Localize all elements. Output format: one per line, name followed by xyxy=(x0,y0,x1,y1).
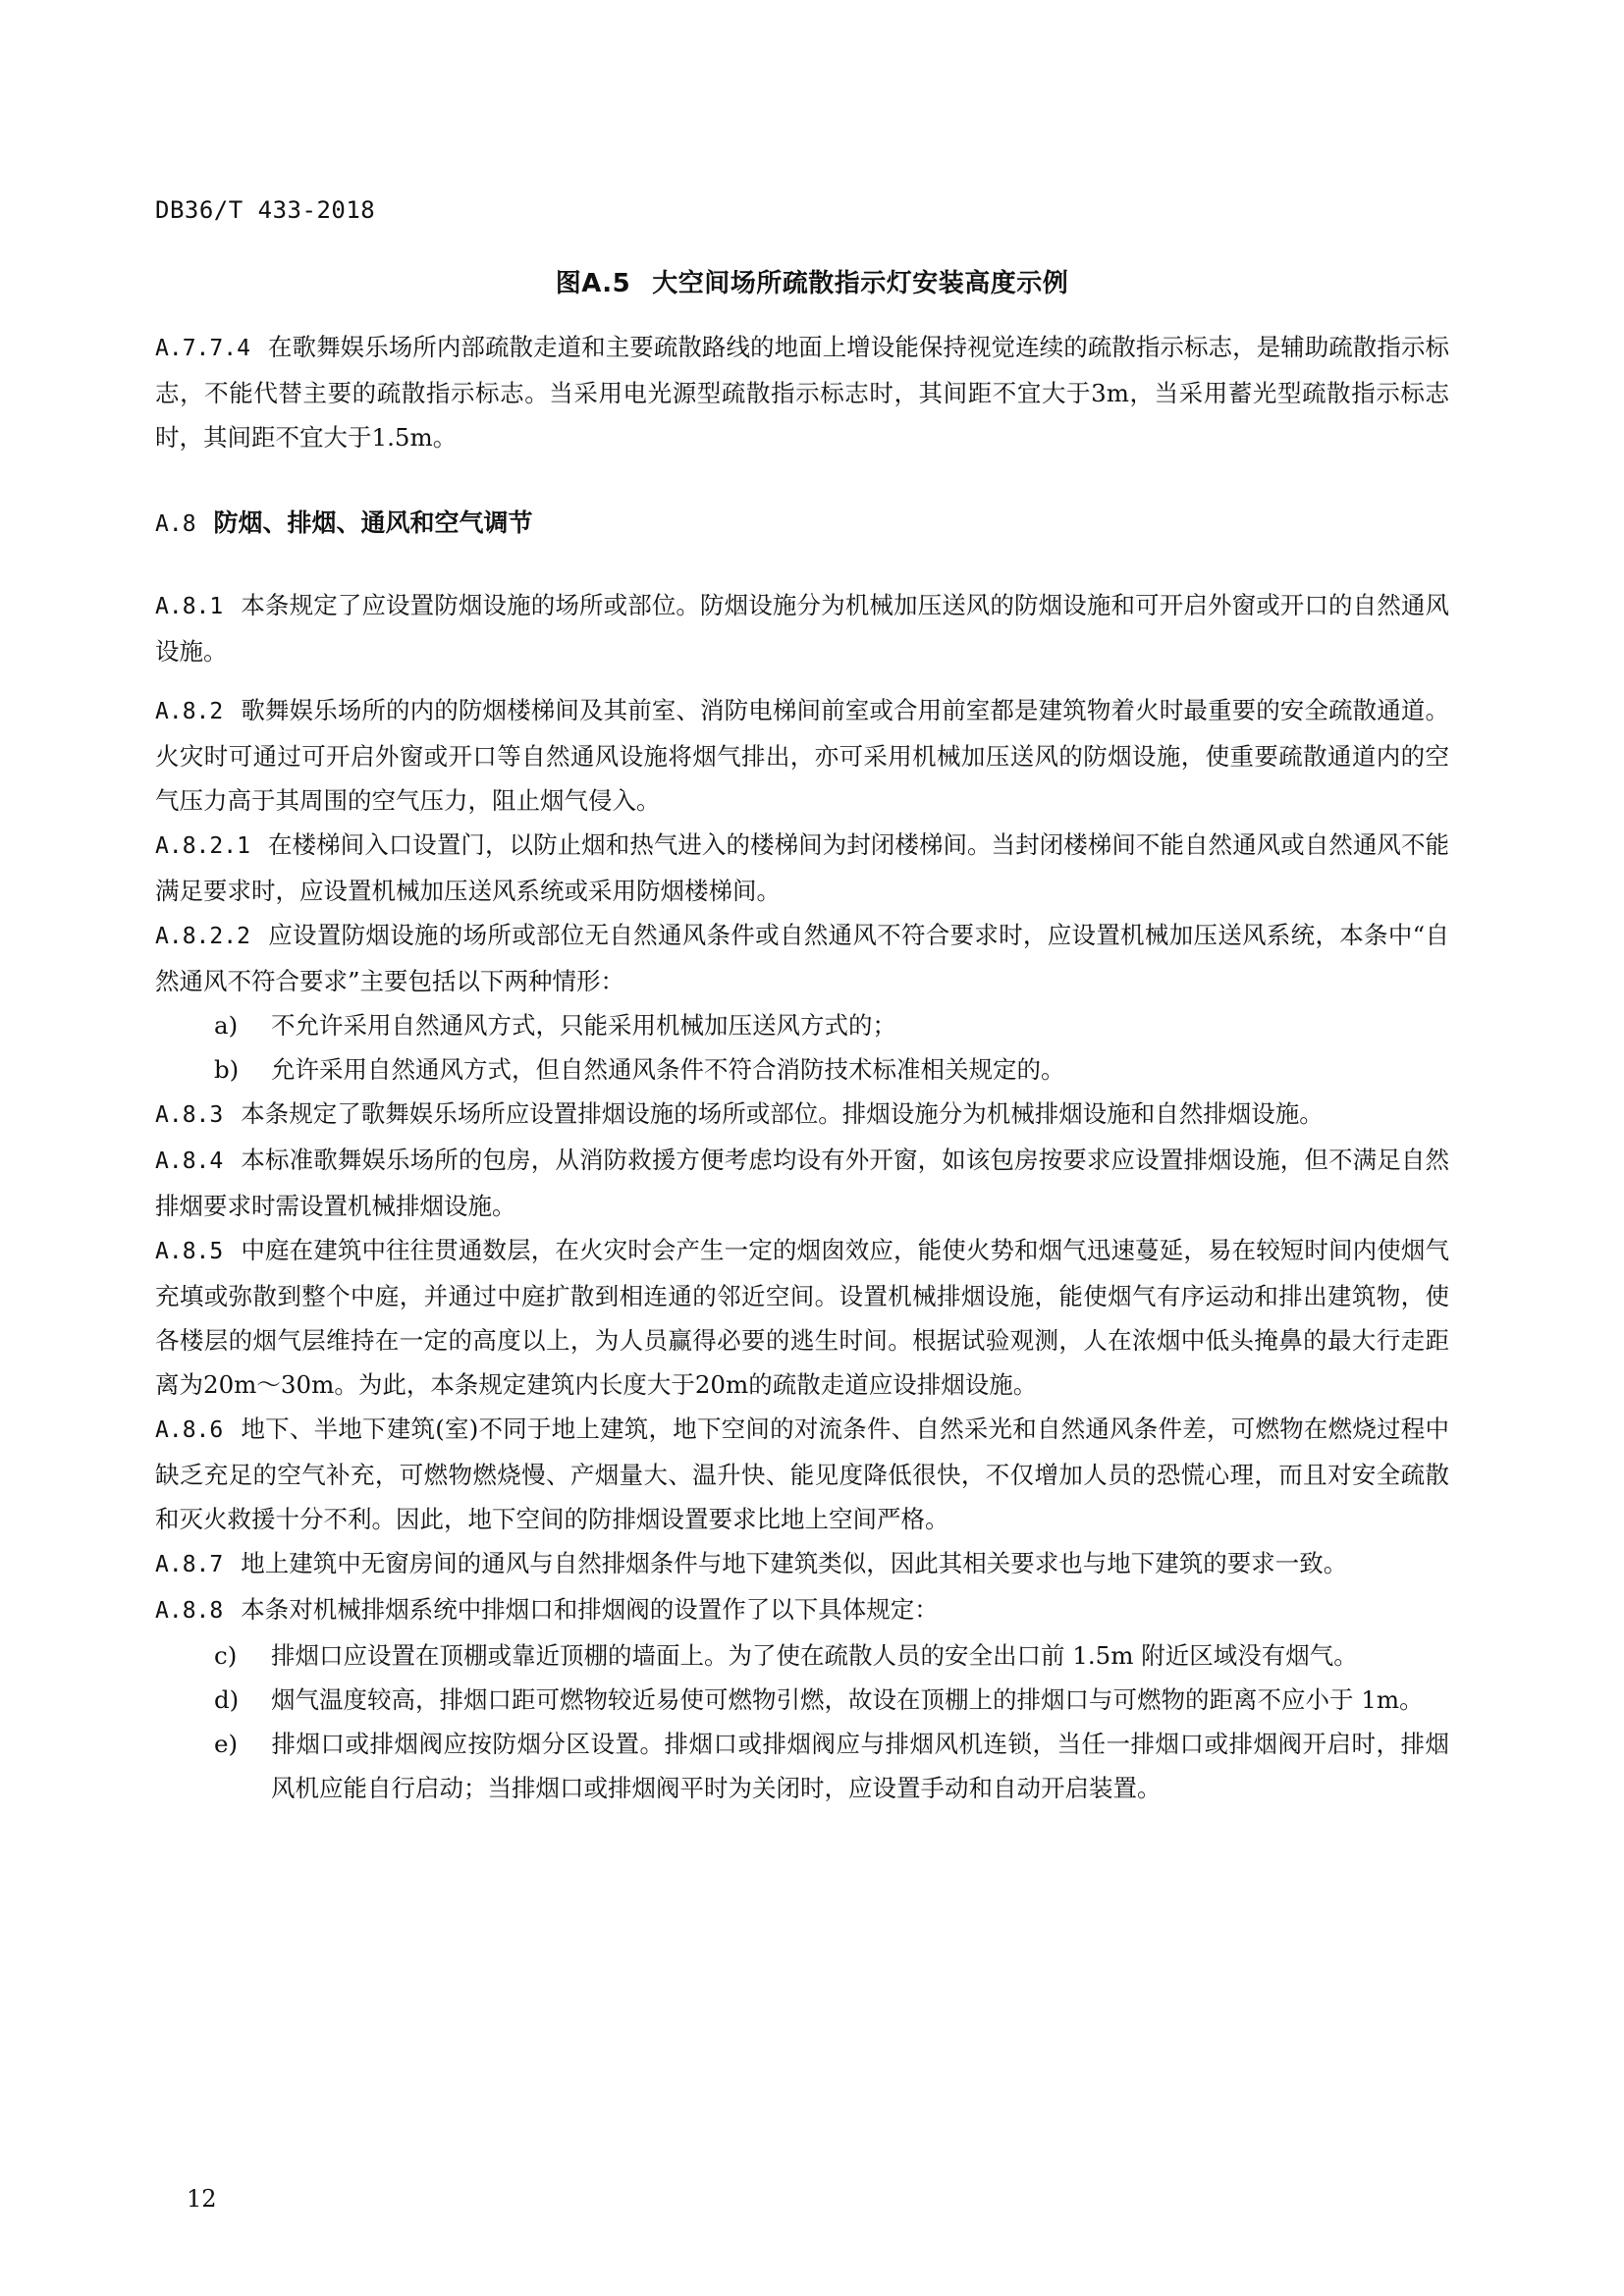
list-item xyxy=(155,1633,1449,1678)
paragraph-a84 xyxy=(155,1138,1449,1228)
clause-text: 歌舞娱乐场所的内的防烟楼梯间及其前室、消防电梯间前室或合用前室都是建筑物着火时最重要的安全疏散通道。火灾时可通过可开启外窗或开口等自然通风设施将烟气排出，亦可采用机械加压送风的防烟设施，使重要疏散通道内的空气压力高于其周围的空气压力，阻止烟气侵入。 xyxy=(155,696,1449,815)
clause-text: 在楼梯间入口设置门，以防止烟和热气进入的楼梯间为封闭楼梯间。当封闭楼梯间不能自然通风或自然通风不能满足要求时，应设置机械加压送风系统或采用防烟楼梯间。 xyxy=(155,830,1449,905)
paragraph-a88 xyxy=(155,1587,1449,1633)
list-marker: a) xyxy=(214,1011,239,1040)
figure-caption xyxy=(0,263,1624,299)
clause-number: A.8.3 xyxy=(155,1102,224,1128)
list-marker: c) xyxy=(214,1641,238,1670)
clause-text: 地上建筑中无窗房间的通风与自然排烟条件与地下建筑类似，因此其相关要求也与地下建筑的要求一致。 xyxy=(241,1549,1348,1577)
section-heading xyxy=(155,504,533,539)
paragraph-a86 xyxy=(155,1407,1449,1541)
paragraph-block-a82-a88 xyxy=(155,688,1449,1810)
clause-text: 本标准歌舞娱乐场所的包房，从消防救援方便考虑均设有外开窗，如该包房按要求应设置排烟设施，但不满足自然排烟要求时需设置机械排烟设施。 xyxy=(155,1146,1449,1220)
standard-code: DB36/T 433-2018 xyxy=(155,196,376,224)
list-text: 排烟口应设置在顶棚或靠近顶棚的墙面上。为了使在疏散人员的安全出口前 1.5m 附近区域没有烟气。 xyxy=(271,1641,1358,1670)
paragraph-a85 xyxy=(155,1228,1449,1407)
clause-text: 本条规定了应设置防烟设施的场所或部位。防烟设施分为机械加压送风的防烟设施和可开启外窗或开口的自然通风设施。 xyxy=(155,591,1449,666)
clause-text: 应设置防烟设施的场所或部位无自然通风条件或自然通风不符合要求时，应设置机械加压送风系统，本条中“自然通风不符合要求”主要包括以下两种情形： xyxy=(155,921,1449,995)
paragraph-a87 xyxy=(155,1541,1449,1587)
section-number: A.8 xyxy=(155,511,196,537)
list-item xyxy=(155,1678,1449,1722)
clause-text: 地下、半地下建筑(室)不同于地上建筑，地下空间的对流条件、自然采光和自然通风条件差，可燃物在燃烧过程中缺乏充足的空气补充，可燃物燃烧慢、产烟量大、温升快、能见度降低很快，不仅增加人员的恐慌心理，而且对安全疏散和灭火救援十分不利。因此，地下空间的防排烟设置要求比地上空间严格。 xyxy=(155,1415,1449,1533)
clause-number: A.8.2.1 xyxy=(155,833,250,859)
clause-number: A.8.5 xyxy=(155,1239,224,1264)
paragraph-a821 xyxy=(155,823,1449,913)
figure-number: 图A.5 xyxy=(555,269,631,298)
clause-number: A.8.2.2 xyxy=(155,924,250,949)
clause-text: 在歌舞娱乐场所内部疏散走道和主要疏散路线的地面上增设能保持视觉连续的疏散指示标志，是辅助疏散指示标志，不能代替主要的疏散指示标志。当采用电光源型疏散指示标志时，其间距不宜大于3m，当采用蓄光型疏散指示标志时，其间距不宜大于1.5m。 xyxy=(155,333,1449,452)
figure-title: 大空间场所疏散指示灯安装高度示例 xyxy=(652,269,1069,298)
list-text: 不允许采用自然通风方式，只能采用机械加压送风方式的； xyxy=(271,1011,896,1040)
paragraph-a822 xyxy=(155,913,1449,1003)
list-text: 烟气温度较高，排烟口距可燃物较近易使可燃物引燃，故设在顶棚上的排烟口与可燃物的距离不应小于 1m。 xyxy=(271,1685,1424,1714)
clause-text: 本条对机械排烟系统中排烟口和排烟阀的设置作了以下具体规定： xyxy=(241,1595,939,1624)
clause-number: A.7.7.4 xyxy=(155,336,250,361)
list-item xyxy=(155,1047,1449,1092)
clause-number: A.8.2 xyxy=(155,699,224,724)
clause-text: 中庭在建筑中往往贯通数层，在火灾时会产生一定的烟囱效应，能使火势和烟气迅速蔓延，易在较短时间内使烟气充填或弥散到整个中庭，并通过中庭扩散到相连通的邻近空间。设置机械排烟设施，能使烟气有序运动和排出建筑物，使各楼层的烟气层维持在一定的高度以上，为人员赢得必要的逃生时间。根据试验观测，人在浓烟中低头掩鼻的最大行走距离为20m～30m。为此，本条规定建筑内长度大于20m的疏散走道应设排烟设施。 xyxy=(155,1236,1449,1399)
section-title: 防烟、排烟、通风和空气调节 xyxy=(213,508,533,537)
paragraph-a81 xyxy=(155,583,1449,673)
page-number: 12 xyxy=(187,2185,217,2213)
list-marker: e) xyxy=(214,1730,239,1758)
list-item xyxy=(155,1003,1449,1047)
paragraph-block-a81 xyxy=(155,583,1449,673)
list-text: 允许采用自然通风方式，但自然通风条件不符合消防技术标准相关规定的。 xyxy=(271,1055,1065,1084)
list-item xyxy=(155,1722,1449,1810)
clause-number: A.8.8 xyxy=(155,1598,224,1624)
paragraph-block-a774 xyxy=(155,325,1449,459)
clause-number: A.8.1 xyxy=(155,594,224,619)
clause-number: A.8.4 xyxy=(155,1148,224,1174)
list-marker: d) xyxy=(214,1685,240,1714)
paragraph-a82 xyxy=(155,688,1449,823)
list-marker: b) xyxy=(214,1055,240,1084)
list-text: 排烟口或排烟阀应按防烟分区设置。排烟口或排烟阀应与排烟风机连锁，当任一排烟口或排烟阀开启时，排烟风机应能自行启动；当排烟口或排烟阀平时为关闭时，应设置手动和自动开启装置。 xyxy=(271,1730,1449,1802)
clause-text: 本条规定了歌舞娱乐场所应设置排烟设施的场所或部位。排烟设施分为机械排烟设施和自然排烟设施。 xyxy=(241,1099,1324,1128)
paragraph-a83 xyxy=(155,1092,1449,1138)
clause-number: A.8.7 xyxy=(155,1552,224,1577)
clause-number: A.8.6 xyxy=(155,1417,224,1443)
paragraph-a774 xyxy=(155,325,1449,459)
